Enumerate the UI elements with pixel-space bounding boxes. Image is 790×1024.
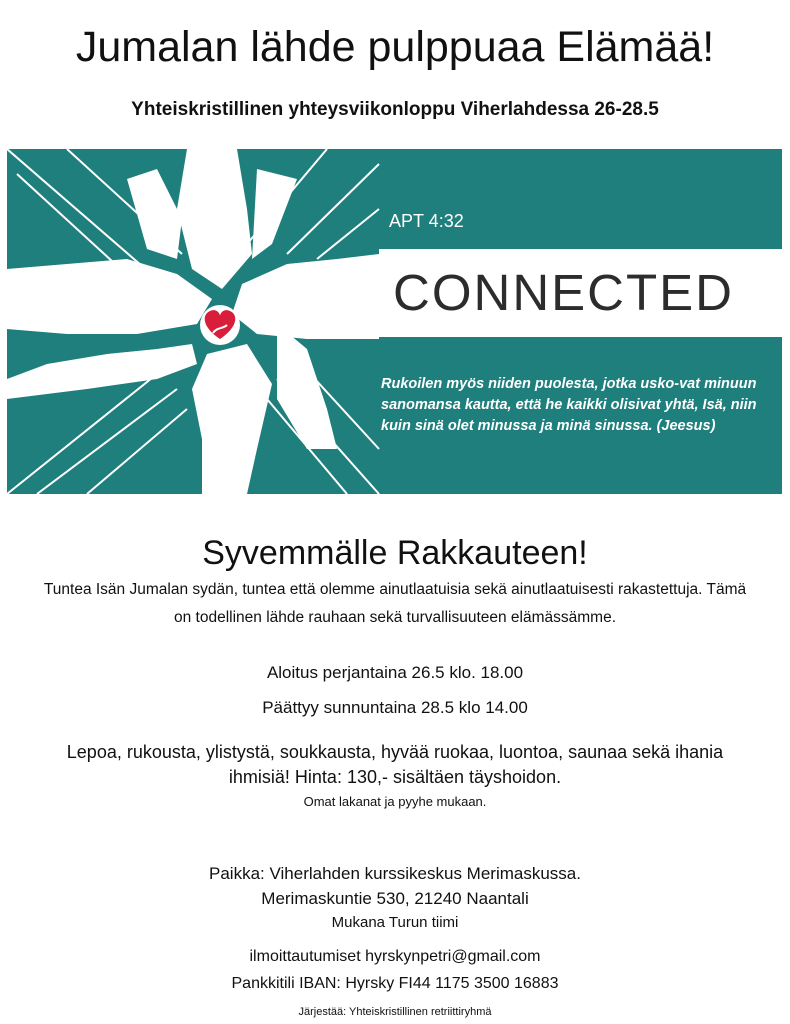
bible-quote: Rukoilen myös niiden puolesta, jotka usko-vat minuun sanomansa kautta, että he kaikki olisivat yhtä, Isä, niin kuin sinä olet minussa ja minä sinussa. (Jeesus)	[381, 376, 757, 434]
start-time: Aloitus perjantaina 26.5 klo. 18.00	[266, 663, 524, 682]
verse-reference: APT 4:32	[389, 211, 464, 231]
event-subtitle: Yhteiskristillinen yhteysviikonloppu Viherlahdessa 26-28.5	[131, 99, 659, 120]
bank-account: Pankkitili IBAN: Hyrsky FI44 1175 3500 16883	[231, 975, 559, 992]
heart-logo	[200, 305, 240, 345]
organizer: Järjestää: Yhteiskristillinen retriittiryhmä	[298, 1006, 492, 1018]
connected-logo-text: CONNECTED	[393, 264, 735, 321]
registration-email: ilmoittautumiset hyrskynpetri@gmail.com	[249, 948, 541, 965]
activities-price: Lepoa, rukousta, ylistystä, soukkausta, hyvää ruokaa, luontoa, saunaa sekä ihania ihmisiä! Hinta: 130,- sisältäen täyshoidon.	[66, 742, 724, 787]
connected-banner	[7, 149, 782, 494]
venue-name: Paikka: Viherlahden kurssikeskus Merimaskussa.	[209, 864, 581, 883]
intro-paragraph: Tuntea Isän Jumalan sydän, tuntea että olemme ainutlaatuisia sekä ainutlaatuisesti rakastettuja. Tämä on todellinen lähde rauhaan sekä turvallisuuteen elämässämme.	[43, 581, 747, 626]
venue-address: Merimaskuntie 530, 21240 Naantali	[261, 889, 529, 908]
page-title: Jumalan lähde pulppuaa Elämää!	[75, 23, 715, 71]
team-note: Mukana Turun tiimi	[331, 914, 459, 931]
section-heading: Syvemmälle Rakkauteen!	[202, 534, 588, 572]
bring-note: Omat lakanat ja pyyhe mukaan.	[303, 794, 487, 809]
end-time: Päättyy sunnuntaina 28.5 klo 14.00	[262, 698, 528, 717]
